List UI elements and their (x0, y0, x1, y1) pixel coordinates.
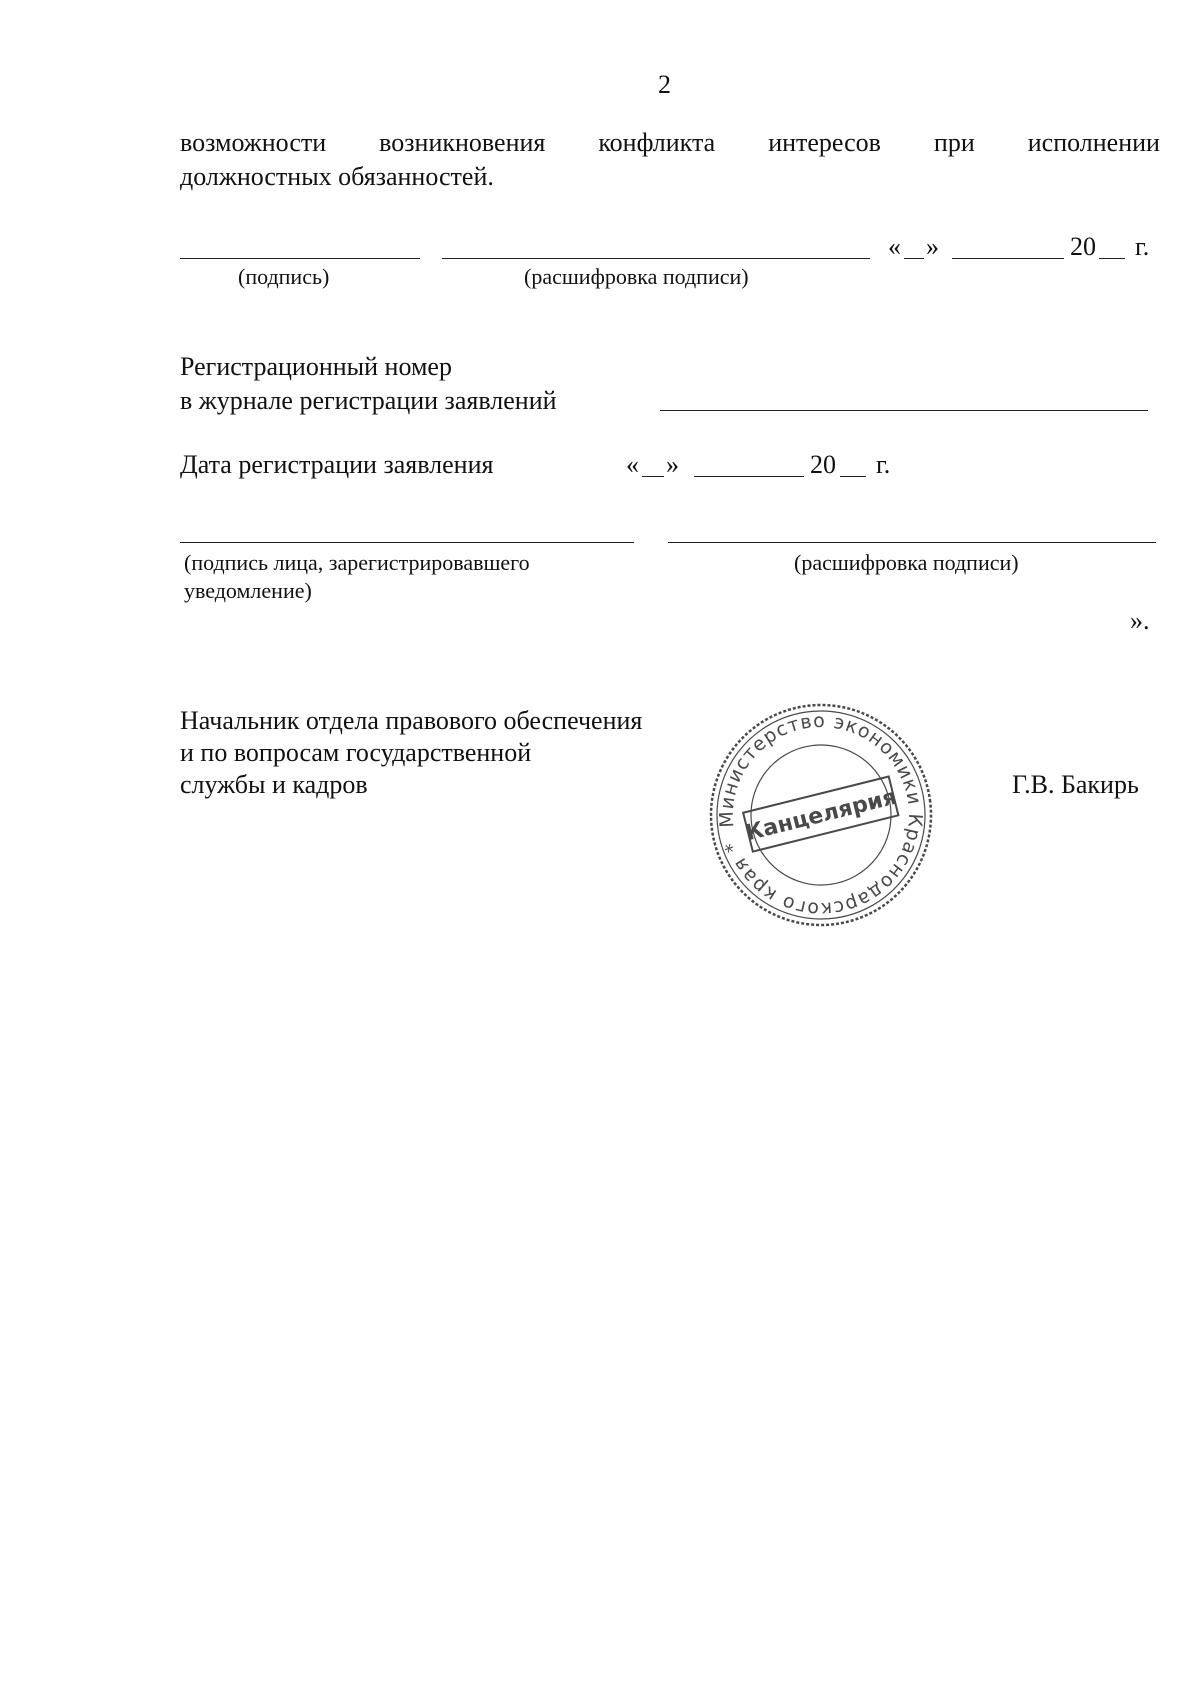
registration-number-line (660, 410, 1148, 411)
date-open-quote: « (888, 232, 901, 261)
closing-quote: ». (1130, 606, 1150, 635)
registration-number-label-2: в журнале регистрации заявлений (180, 386, 557, 415)
registrar-signature-caption-2: уведомление) (184, 578, 312, 603)
reg-date-open-quote: « (626, 450, 639, 479)
reg-date-month-line (694, 476, 804, 477)
registrar-signature-caption-1: (подпись лица, зарегистрировавшего (184, 550, 530, 575)
word: возникновения (379, 128, 546, 157)
position-line-1: Начальник отдела правового обеспечения (180, 706, 643, 735)
reg-date-year-line (840, 476, 866, 477)
position-line-2: и по вопросам государственной (180, 738, 532, 767)
signature-line (180, 258, 420, 259)
decryption-caption: (расшифровка подписи) (524, 264, 749, 289)
date-month-line (952, 258, 1064, 259)
word: при (933, 128, 975, 157)
paragraph-line-1 (180, 128, 1160, 158)
word: конфликта (598, 128, 716, 157)
date-day-line (904, 258, 924, 259)
registration-number-label-1: Регистрационный номер (180, 352, 452, 381)
stamp-ring-text: Министерство экономики Краснодарского края * (715, 709, 927, 921)
signatory-name: Г.В. Бакирь (1012, 770, 1139, 799)
paragraph-line-2: должностных обязанностей. (180, 162, 494, 191)
reg-date-day-line (642, 476, 664, 477)
date-year-line (1099, 258, 1125, 259)
registration-date-label: Дата регистрации заявления (180, 450, 494, 479)
reg-date-close-quote: » (666, 450, 679, 479)
signature-caption: (подпись) (238, 264, 330, 289)
decryption-line (442, 258, 870, 259)
stamp-graphic (691, 685, 951, 945)
date-year-suffix: г. (1135, 232, 1150, 261)
word: возможности (180, 128, 327, 157)
position-line-3: службы и кадров (180, 770, 368, 799)
word: исполнении (1027, 128, 1160, 157)
word: интересов (768, 128, 881, 157)
date-close-quote: » (926, 232, 939, 261)
registrar-decryption-line (668, 542, 1156, 543)
stamp-center-text: Канцелярия (742, 784, 900, 847)
registrar-signature-line (180, 542, 634, 543)
office-stamp (691, 685, 951, 945)
registrar-decryption-caption: (расшифровка подписи) (794, 550, 1019, 575)
reg-date-year: 20 (810, 450, 836, 479)
reg-date-year-suffix: г. (876, 450, 891, 479)
page-number: 2 (658, 70, 671, 99)
date-year: 20 (1070, 232, 1096, 261)
